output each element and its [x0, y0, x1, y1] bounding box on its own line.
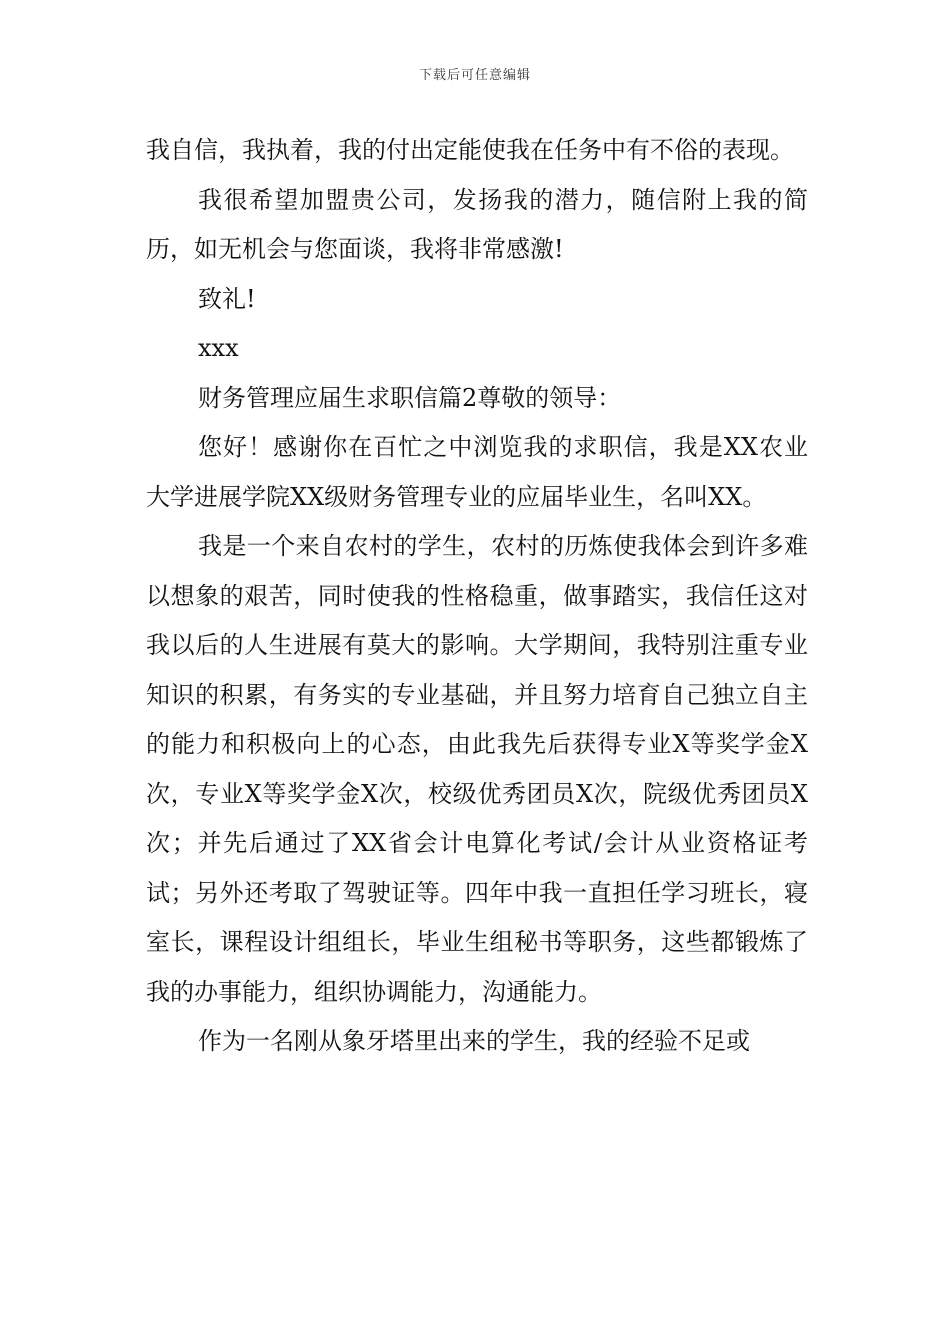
paragraph-2: 我很希望加盟贵公司，发扬我的潜力，随信附上我的简历，如无机会与您面谈，我将非常感激! — [146, 185, 808, 263]
paragraph-section-title: 财务管理应届生求职信篇2尊敬的领导： — [198, 383, 622, 412]
paragraph-signature: xxx — [198, 334, 239, 362]
paragraph-experience: 作为一名刚从象牙塔里出来的学生，我的经验不足或 — [198, 1027, 750, 1055]
paragraph-greeting: 您好！感谢你在百忙之中浏览我的求职信，我是XX农业大学进展学院XX级财务管理专业的应届毕业生，名叫XX。 — [146, 433, 808, 511]
document-body — [146, 126, 808, 1067]
paragraph-1: 我自信，我执着，我的付出定能使我在任务中有不俗的表现。 — [146, 136, 794, 164]
paragraph-closing: 致礼! — [198, 284, 256, 313]
paragraph-background: 我是一个来自农村的学生，农村的历炼使我体会到许多难以想象的艰苦，同时使我的性格稳重，做事踏实，我信任这对我以后的人生进展有莫大的影响。大学期间，我特别注重专业知识的积累，有务实的专业基础，并且努力培育自己独立自主的能力和积极向上的心态，由此我先后获得专业X等奖学金X次，专业X等奖学金X次，校级优秀团员X次，院级优秀团员X次；并先后通过了XX省会计电算化考试/会计从业资格证考试；另外还考取了驾驶证等。四年中我一直担任学习班长，寝室长，课程设计组组长，毕业生组秘书等职务，这些都锻炼了我的办事能力，组织协调能力，沟通能力。 — [146, 532, 808, 1006]
header-note: 下载后可任意编辑 — [418, 68, 531, 83]
